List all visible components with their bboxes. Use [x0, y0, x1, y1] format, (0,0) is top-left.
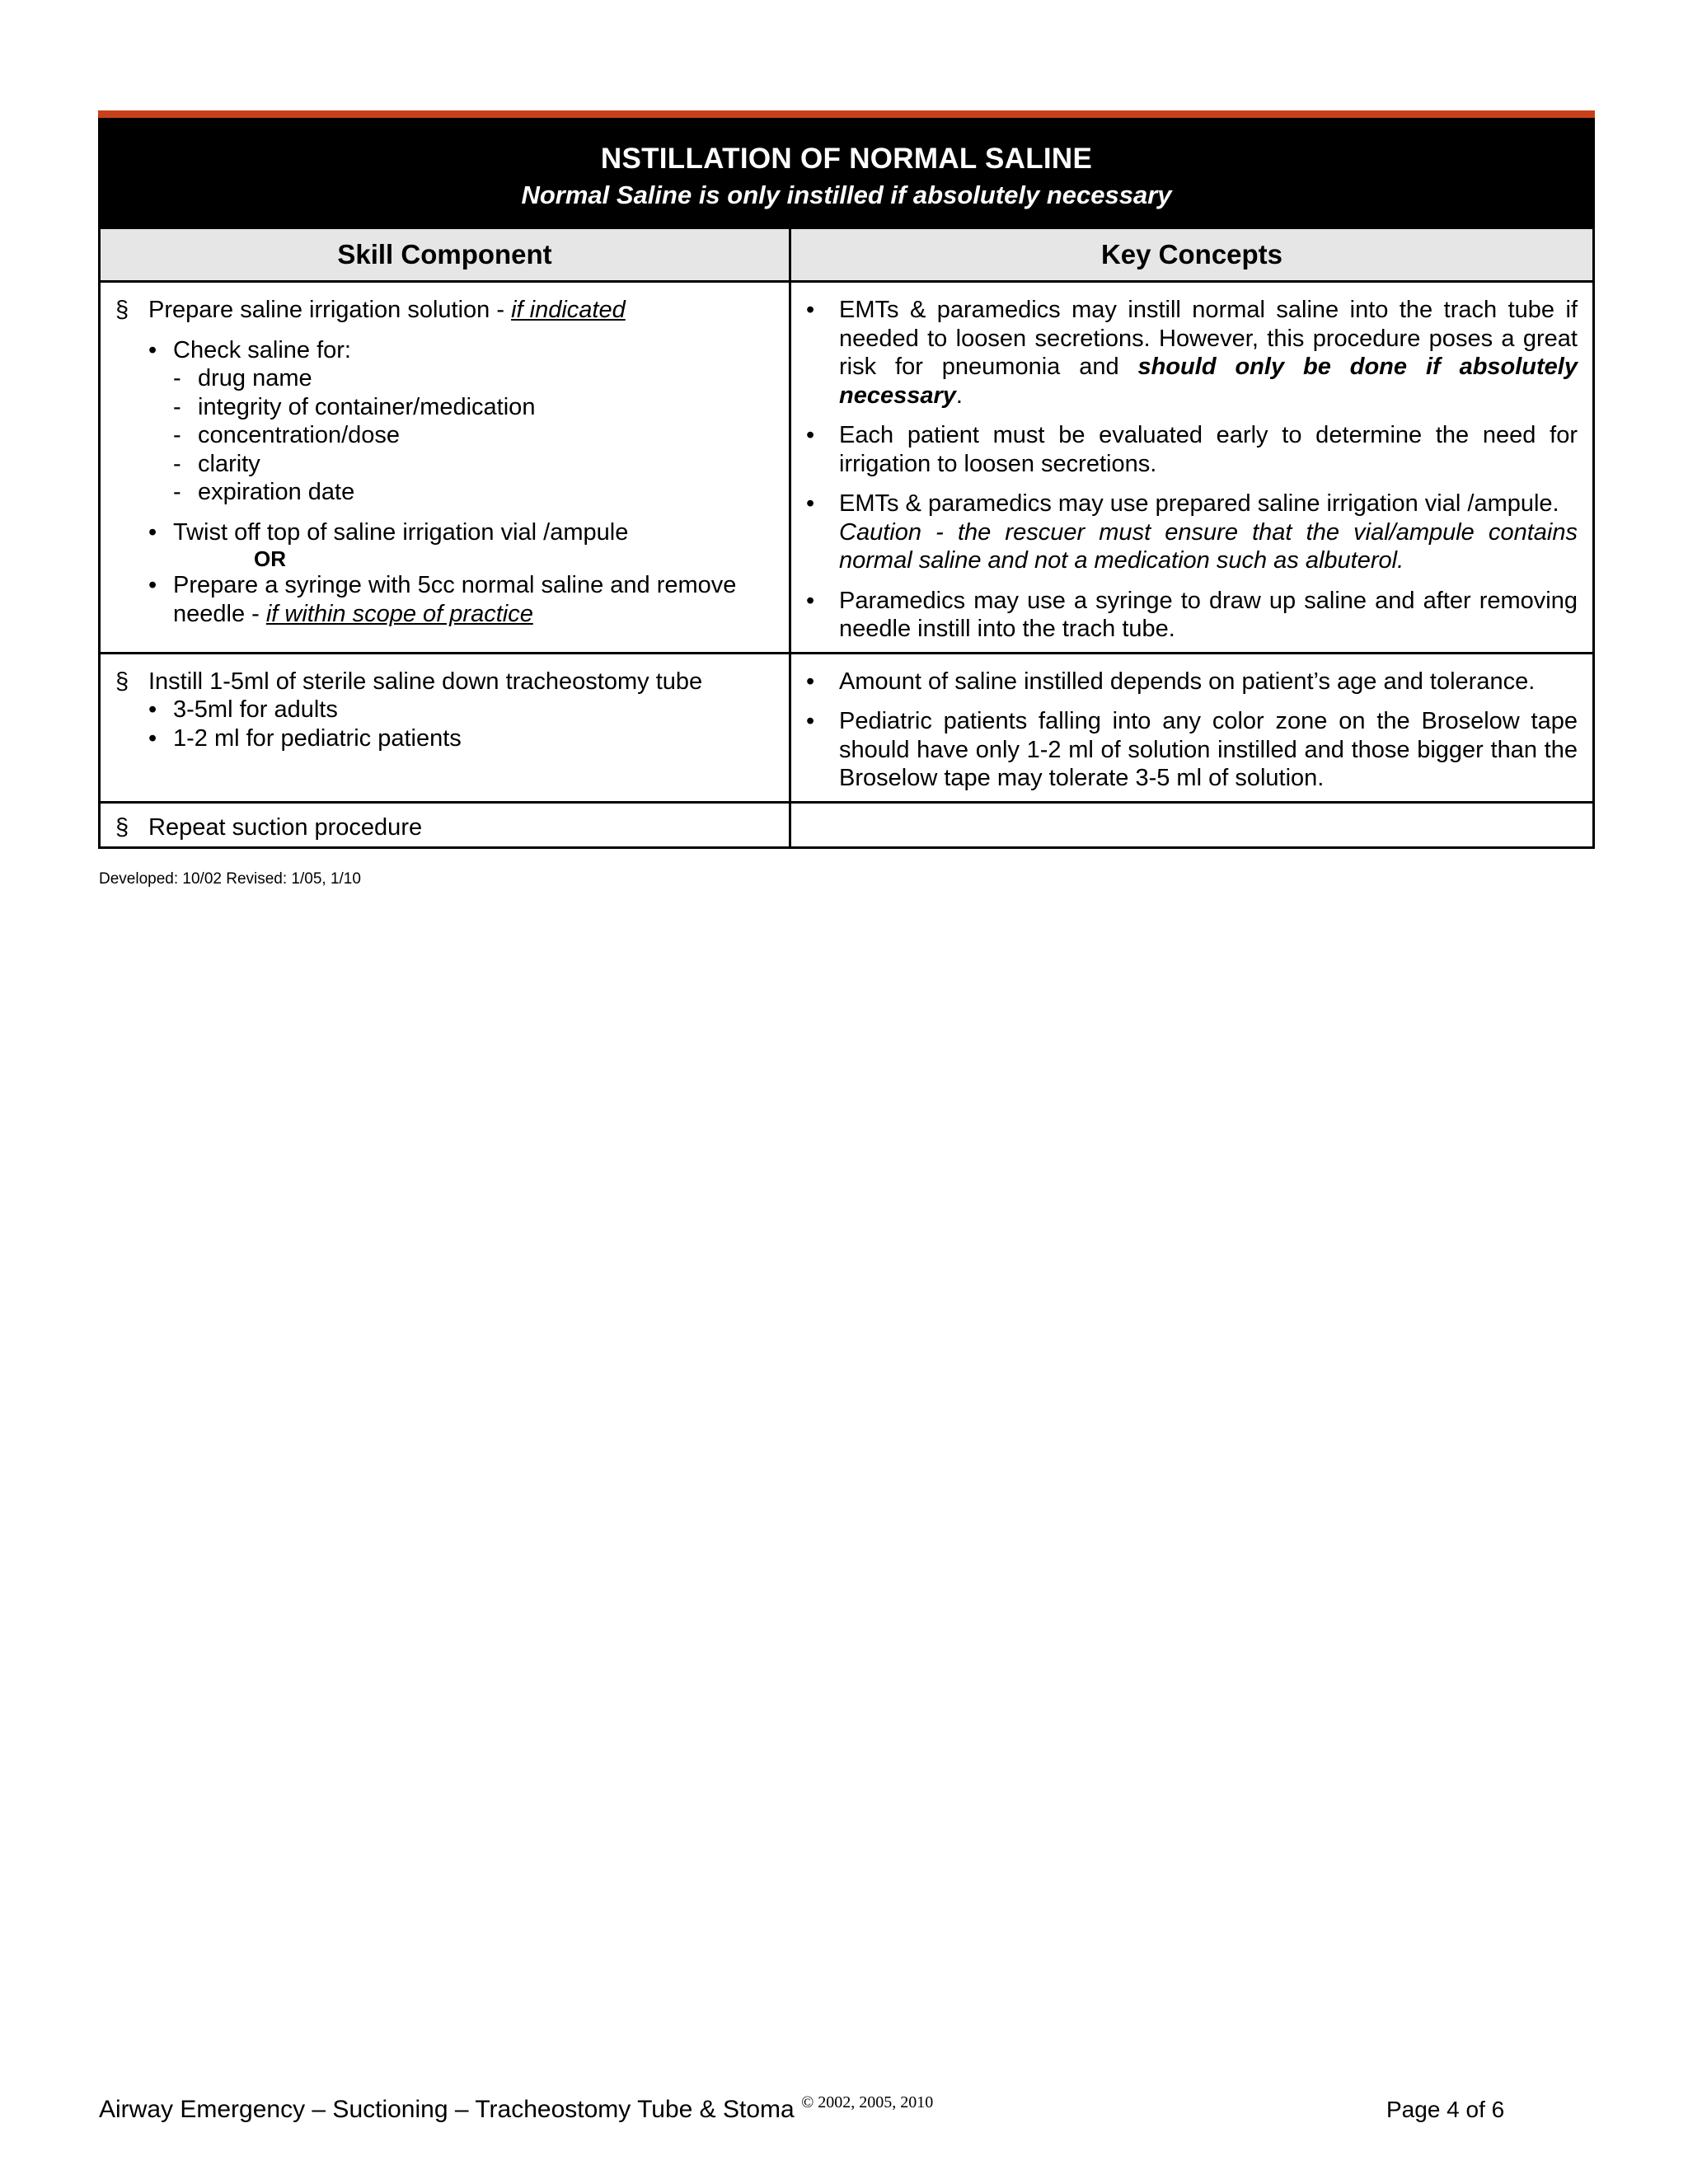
- concept-text: EMTs & paramedics may instill normal saline into the trach tube if needed to loosen secretions. However, this procedure poses a great risk for pneumonia and: [839, 297, 1578, 380]
- skill-cell: [100, 282, 790, 654]
- key-concepts-cell: [790, 653, 1594, 802]
- table-title-banner: [100, 115, 1594, 228]
- list-item: • Amount of saline instilled depends on patient’s age and tolerance.: [806, 668, 1578, 696]
- concept-text: EMTs & paramedics may use prepared saline irrigation vial /ampule.: [839, 490, 1559, 517]
- list-item: - concentration/dose: [173, 421, 774, 450]
- list-item: - integrity of container/medication: [173, 393, 774, 422]
- procedure-table: [98, 110, 1595, 849]
- page-subtitle: Normal Saline is only instilled if absolutely necessary: [521, 180, 1172, 209]
- column-header-key-concepts: Key Concepts: [790, 228, 1594, 282]
- section-marker: §: [115, 668, 129, 695]
- list-item: • 1-2 ml for pediatric patients: [148, 724, 774, 753]
- section-marker: §: [115, 297, 129, 323]
- section-marker: §: [115, 813, 129, 841]
- page-number: Page 4 of 6: [1386, 2097, 1505, 2122]
- footer: [99, 2093, 933, 2124]
- list-item: • Twist off top of saline irrigation vial /ampule: [148, 518, 774, 547]
- key-concepts-cell: [790, 282, 1594, 654]
- caution-text: Caution - the rescuer must ensure that the vial/ampule contains normal saline and not a medication such as albuterol.: [839, 518, 1578, 574]
- list-item: [148, 336, 774, 507]
- skill-cell: [100, 653, 790, 802]
- list-item: [148, 571, 774, 628]
- skill-text: Prepare saline irrigation solution -: [148, 297, 512, 323]
- skill-text: Instill 1-5ml of sterile saline down tracheostomy tube: [148, 668, 703, 695]
- skill-emphasis: if indicated: [511, 297, 626, 323]
- key-concepts-cell: [790, 802, 1594, 848]
- footer-title: Airway Emergency – Suctioning – Tracheostomy Tube & Stoma: [99, 2096, 795, 2123]
- list-item: - drug name: [173, 364, 774, 393]
- list-item: - expiration date: [173, 478, 774, 507]
- column-header-skill: Skill Component: [100, 228, 790, 282]
- list-item: [806, 490, 1578, 575]
- list-item: • Paramedics may use a syringe to draw up saline and after removing needle instill into the trach tube.: [806, 587, 1578, 644]
- concept-emphasis: should only be done if absolutely necessary: [839, 354, 1578, 409]
- list-item: - clarity: [173, 450, 774, 479]
- copyright: © 2002, 2005, 2010: [801, 2093, 934, 2111]
- revision-note: Developed: 10/02 Revised: 1/05, 1/10: [99, 870, 361, 888]
- list-item: • 3-5ml for adults: [148, 696, 774, 724]
- skill-text: Repeat suction procedure: [148, 813, 423, 841]
- page-title: NSTILLATION OF NORMAL SALINE: [600, 143, 1093, 175]
- list-item: [806, 296, 1578, 410]
- check-label: Check saline for:: [173, 336, 351, 363]
- table-row: [100, 802, 1594, 848]
- table-row: [100, 282, 1594, 654]
- syringe-text: Prepare a syringe with 5cc normal saline and remove needle -: [173, 572, 737, 627]
- table-row: [100, 653, 1594, 802]
- concept-end: .: [955, 382, 963, 409]
- or-label: OR: [254, 546, 286, 571]
- list-item: • Each patient must be evaluated early to determine the need for irrigation to loosen secretions.: [806, 421, 1578, 478]
- syringe-emphasis: if within scope of practice: [265, 600, 533, 627]
- skill-cell: [100, 802, 790, 848]
- list-item: • Pediatric patients falling into any color zone on the Broselow tape should have only 1-2 ml of solution instilled and those bigger than the Broselow tape may tolerate 3-5 ml of solution.: [806, 707, 1578, 793]
